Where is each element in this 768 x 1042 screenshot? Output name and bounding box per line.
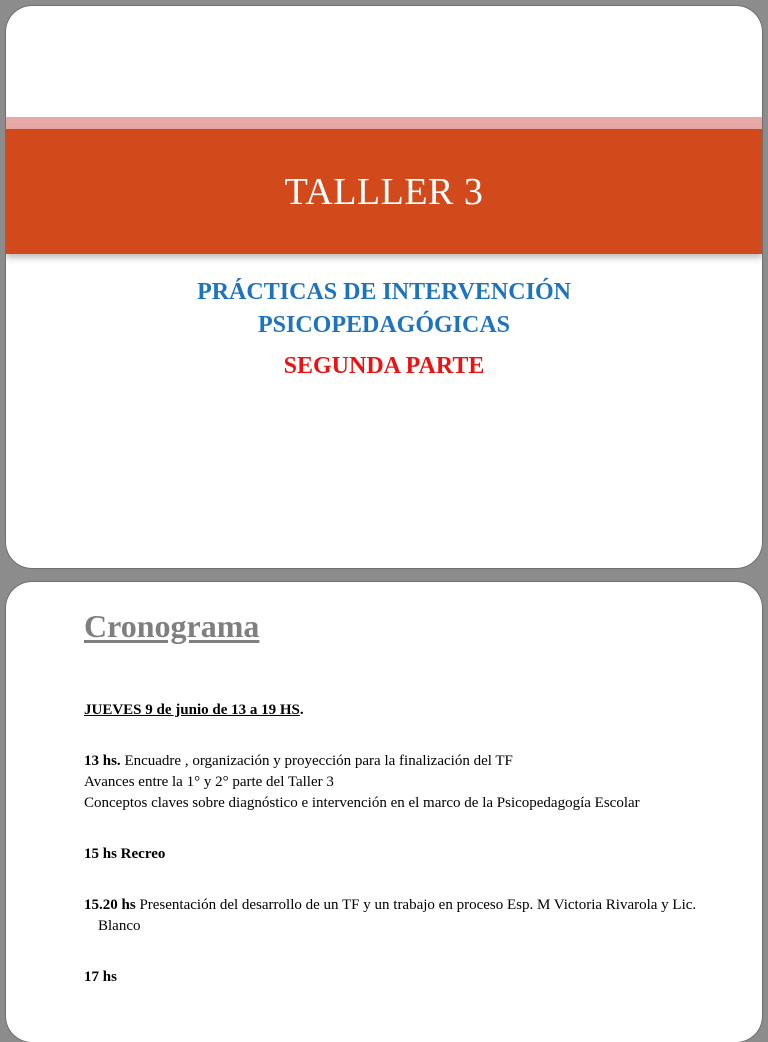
item-time: 15.20 hs	[84, 897, 136, 913]
day-heading: JUEVES 9 de junio de 13 a 19 HS	[84, 702, 300, 718]
subtitle-block	[6, 276, 762, 383]
title-band	[6, 129, 762, 254]
subtitle-part: SEGUNDA PARTE	[283, 353, 485, 379]
day-heading-line	[84, 700, 734, 721]
schedule-item	[84, 895, 734, 937]
item-text: Encuadre , organización y proyección para la finalización del TF	[120, 753, 513, 769]
schedule-content	[84, 700, 734, 988]
slide-title: TALLLER 3	[284, 170, 484, 213]
accent-strip	[6, 117, 762, 129]
subtitle-line-1: PRÁCTICAS DE INTERVENCIÓN	[197, 279, 571, 305]
schedule-item	[84, 967, 734, 988]
schedule-heading: Cronograma	[84, 608, 260, 644]
item-break: 15 hs Recreo	[84, 846, 166, 862]
title-slide	[6, 6, 762, 568]
subtitle-line-2: PSICOPEDAGÓGICAS	[257, 312, 511, 338]
schedule-slide	[6, 582, 762, 1042]
item-time: 17 hs	[84, 969, 117, 985]
schedule-item	[84, 844, 734, 865]
item-text: Presentación del desarrollo de un TF y un trabajo en proceso Esp. M Victoria Rivarola y Lic. Blanco	[98, 897, 697, 934]
item-time: 13 hs.	[84, 753, 121, 769]
schedule-item: Conceptos claves sobre diagnóstico e intervención en el marco de la Psicopedagogía Escolar	[84, 795, 640, 811]
schedule-item	[84, 751, 734, 772]
schedule-item: Avances entre la 1° y 2° parte del Taller 3	[84, 774, 334, 790]
day-heading-suffix: .	[299, 702, 304, 718]
